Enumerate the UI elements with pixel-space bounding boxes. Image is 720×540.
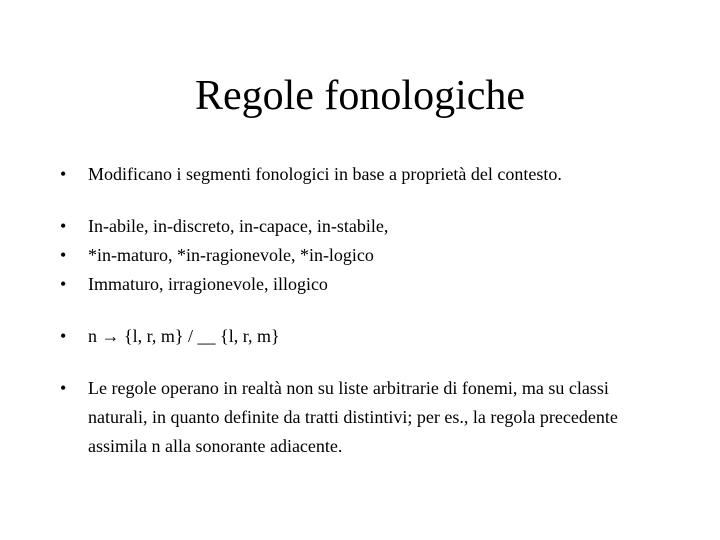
slide-title: Regole fonologiche (194, 73, 526, 119)
bullet-list (60, 160, 660, 461)
bullet-item (60, 160, 660, 189)
bullet-icon: • (60, 164, 67, 184)
bullet-icon: • (60, 216, 67, 236)
bullet-icon: • (60, 326, 67, 346)
bullet-item (60, 322, 660, 351)
bullet-item (60, 241, 660, 270)
bullet-item (60, 270, 660, 299)
bullet-text: Immaturo, irragionevole, illogico (88, 274, 328, 294)
bullet-item (60, 374, 660, 461)
bullet-icon: • (60, 245, 67, 265)
bullet-icon: • (60, 378, 67, 398)
bullet-text: n → {l, r, m} / __ {l, r, m} (88, 326, 280, 346)
bullet-text: Modificano i segmenti fonologici in base a proprietà del contesto. (88, 164, 562, 184)
bullet-item (60, 212, 660, 241)
bullet-text: *in-maturo, *in-ragionevole, *in-logico (88, 245, 374, 265)
bullet-icon: • (60, 274, 67, 294)
bullet-text: Le regole operano in realtà non su liste arbitrarie di fonemi, ma su classi naturali, in quanto definite da tratti distintivi; per es., la regola precedente assimila n alla sonorante adiacente. (88, 378, 618, 456)
bullet-text: In-abile, in-discreto, in-capace, in-stabile, (88, 216, 389, 236)
